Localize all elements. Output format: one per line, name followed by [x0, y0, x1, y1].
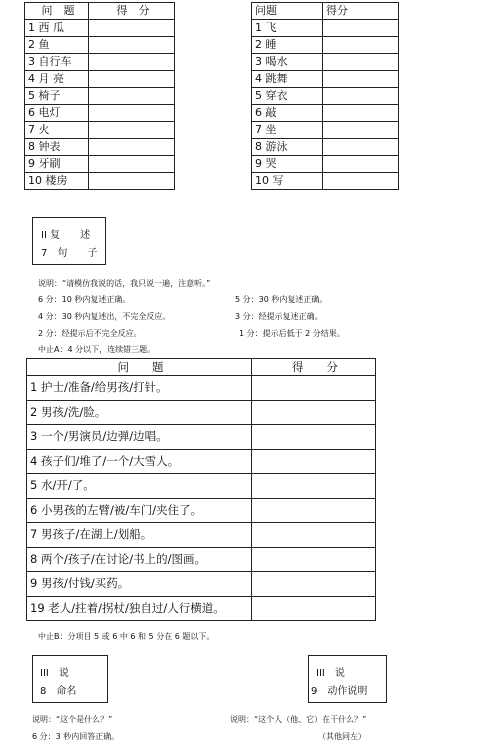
sentence-item: 19 老人/拄着/拐杖/独自过/人行横道。 [27, 596, 252, 621]
score-cell[interactable] [323, 105, 399, 122]
section-subtitle: 7 句 子 [41, 248, 98, 259]
header-score: 得 分 [89, 3, 175, 20]
section-title: III 说 [316, 668, 345, 679]
item-label: 3 喝水 [252, 54, 323, 71]
sentence-item: 6 小男孩的左臂/被/车门/夹住了。 [27, 498, 252, 523]
header-question: 问 题 [25, 3, 89, 20]
score-rule-3: 3 分：经提示复述正确。 [235, 312, 323, 321]
score-cell[interactable] [323, 173, 399, 190]
sentence-item: 8 两个/孩子/在讨论/书上的/图画。 [27, 547, 252, 572]
section-action-box [308, 655, 387, 703]
item-label: 10 写 [252, 173, 323, 190]
score-cell[interactable] [252, 449, 376, 474]
item-label: 1 飞 [252, 20, 323, 37]
item-label: 9 哭 [252, 156, 323, 173]
score-cell[interactable] [252, 400, 376, 425]
score-cell[interactable] [89, 122, 175, 139]
score-cell[interactable] [323, 156, 399, 173]
sentence-item: 2 男孩/洗/脸。 [27, 400, 252, 425]
score-cell[interactable] [252, 523, 376, 548]
sentence-item: 7 男孩子/在湖上/划船。 [27, 523, 252, 548]
score-cell[interactable] [252, 596, 376, 621]
score-cell[interactable] [252, 474, 376, 499]
item-label: 1 西 瓜 [25, 20, 89, 37]
sentence-item: 5 水/开/了。 [27, 474, 252, 499]
score-cell[interactable] [323, 71, 399, 88]
item-label: 8 游泳 [252, 139, 323, 156]
score-cell[interactable] [89, 156, 175, 173]
naming-score-table [24, 2, 175, 190]
action-instruction: 说明：“这个人（他、它）在干什么？” [230, 715, 367, 724]
item-label: 6 敲 [252, 105, 323, 122]
stop-rule-a: 中止A：4 分以下，连续错三题。 [38, 345, 156, 354]
sentence-item: 1 护士/准备/给男孩/打针。 [27, 376, 252, 401]
score-cell[interactable] [89, 105, 175, 122]
item-label: 2 鱼 [25, 37, 89, 54]
score-cell[interactable] [252, 498, 376, 523]
score-cell[interactable] [323, 37, 399, 54]
score-cell[interactable] [323, 54, 399, 71]
header-score: 得 分 [252, 359, 376, 376]
action-score-rule: （其他同左） [318, 732, 366, 741]
section-subtitle: 9 动作说明 [311, 686, 368, 697]
action-score-table [251, 2, 399, 190]
score-cell[interactable] [323, 139, 399, 156]
sentence-score-table [26, 358, 376, 621]
score-cell[interactable] [89, 20, 175, 37]
item-label: 5 穿衣 [252, 88, 323, 105]
item-label: 3 自行车 [25, 54, 89, 71]
item-label: 10 楼房 [25, 173, 89, 190]
score-cell[interactable] [252, 376, 376, 401]
score-cell[interactable] [252, 425, 376, 450]
sentence-item: 4 孩子们/堆了/一个/大雪人。 [27, 449, 252, 474]
item-label: 2 睡 [252, 37, 323, 54]
item-label: 4 月 亮 [25, 71, 89, 88]
score-rule-4: 4 分：30 秒内复述出，不完全反应。 [38, 312, 171, 321]
section-naming-box [32, 655, 108, 703]
header-score: 得分 [323, 3, 399, 20]
item-label: 7 火 [25, 122, 89, 139]
score-rule-2: 2 分：经提示后不完全反应。 [38, 329, 142, 338]
section-repetition-box [32, 217, 106, 265]
sentence-item: 9 男孩/付钱/买药。 [27, 572, 252, 597]
item-label: 5 椅子 [25, 88, 89, 105]
stop-rule-b: 中止B：分项目 5 或 6 中 6 和 5 分在 6 题以下。 [38, 632, 215, 641]
naming-score-rule: 6 分：3 秒内回答正确。 [32, 732, 120, 741]
section-title: III 说 [40, 668, 69, 679]
score-cell[interactable] [89, 139, 175, 156]
sentence-item: 3 一个/男演员/边弹/边唱。 [27, 425, 252, 450]
score-rule-1: 1 分：提示后低于 2 分结果。 [239, 329, 345, 338]
item-label: 6 电灯 [25, 105, 89, 122]
item-label: 8 钟表 [25, 139, 89, 156]
score-cell[interactable] [252, 572, 376, 597]
section-subtitle: 8 命名 [40, 686, 77, 697]
score-cell[interactable] [89, 37, 175, 54]
score-cell[interactable] [323, 20, 399, 37]
score-rule-5: 5 分：30 秒内复述正确。 [235, 295, 328, 304]
score-cell[interactable] [89, 173, 175, 190]
score-cell[interactable] [252, 547, 376, 572]
instruction-note: 说明：“请模仿我说的话，我只说一遍，注意听。” [38, 279, 211, 288]
section-title: II 复 述 [41, 230, 91, 241]
naming-instruction: 说明：“这个是什么？” [32, 715, 113, 724]
score-cell[interactable] [89, 54, 175, 71]
score-cell[interactable] [89, 71, 175, 88]
item-label: 9 牙刷 [25, 156, 89, 173]
score-rule-6: 6 分：10 秒内复述正确。 [38, 295, 131, 304]
score-cell[interactable] [323, 88, 399, 105]
header-question: 问题 [252, 3, 323, 20]
score-cell[interactable] [323, 122, 399, 139]
item-label: 7 坐 [252, 122, 323, 139]
item-label: 4 跳舞 [252, 71, 323, 88]
header-question: 问 题 [27, 359, 252, 376]
score-cell[interactable] [89, 88, 175, 105]
